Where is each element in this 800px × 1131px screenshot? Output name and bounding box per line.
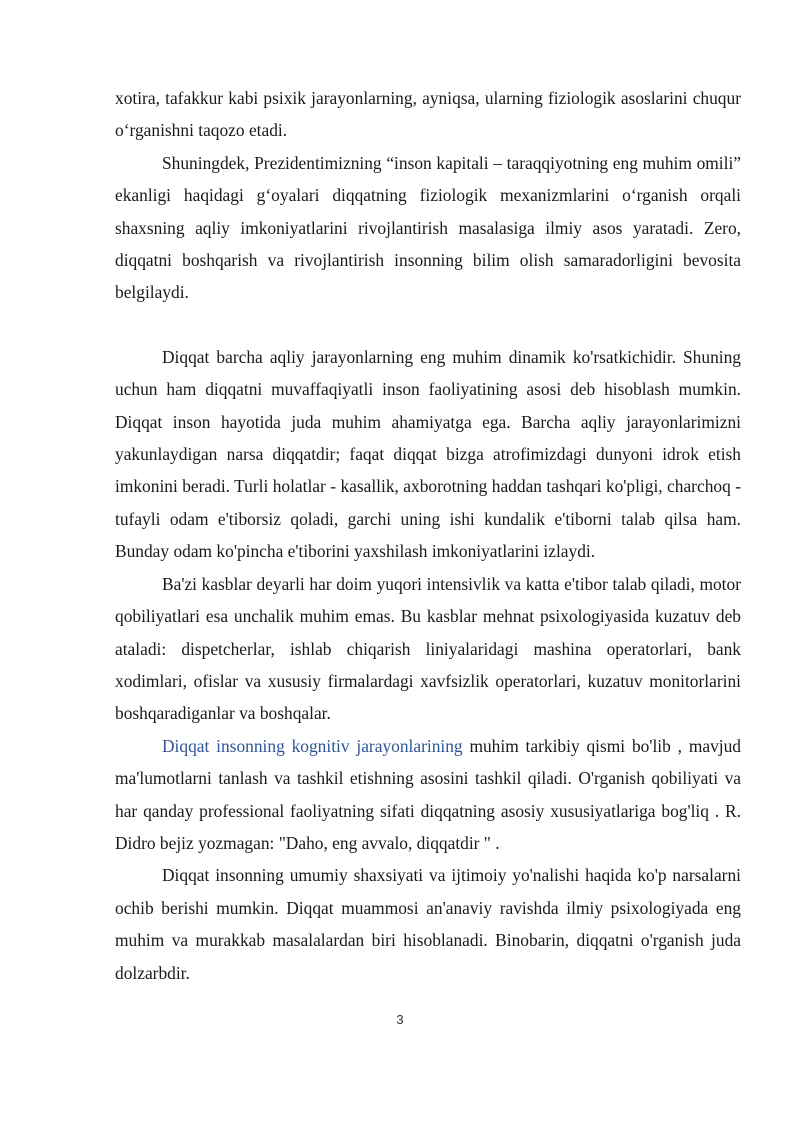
paragraph-personality: Diqqat insonning umumiy shaxsiyati va ijtimoiy yo'nalishi haqida ko'p narsalarni ochib berishi mumkin. Diqqat muammosi an'anaviy ravishda ilmiy psixologiyada eng muhim va murakkab masalalardan biri hisoblanadi. Binobarin, diqqatni o'rganish juda dolzarbdir. [115, 865, 741, 983]
paragraph-cognitive-processes [115, 730, 741, 860]
paragraph-professions: Ba'zi kasblar deyarli har doim yuqori intensivlik va katta e'tibor talab qiladi, motor qobiliyatlari esa unchalik muhim emas. Bu kasblar mehnat psixologiyasida kuzatuv deb ataladi: dispetcherlar, ishlab chiqarish liniyalaridagi mashina operatorlari, bank xodimlari, ofislar va xususiy firmalardagi xavfsizlik operatorlari, kuzatuv monitorlarini boshqaradiganlar va boshqalar. [115, 573, 741, 724]
document-body [115, 82, 741, 989]
cognitive-processes-link[interactable]: Diqqat insonning kognitiv jarayonlarining [162, 735, 463, 756]
paragraph-spacer [115, 309, 741, 341]
page-number: 3 [396, 1012, 404, 1027]
paragraph-intro-continuation: xotira, tafakkur kabi psixik jarayonlarning, ayniqsa, ularning fiziologik asoslarini chuqur o‘rganishni taqozo etadi. [115, 88, 741, 141]
cognitive-processes-text: muhim tarkibiy qismi bo'lib , mavjud ma'lumotlarni tanlash va tashkil etishning asosini tashkil qiladi. O'rganish qobiliyati va har qanday professional faoliyatning sifati diqqatning asosiy xususiyatlariga bog'liq . R. Didro bejiz yozmagan: "Daho, eng avvalo, diqqatdir " . [115, 735, 741, 853]
paragraph-human-capital: Shuningdek, Prezidentimizning “inson kapitali – taraqqiyotning eng muhim omili” ekanligi haqidagi g‘oyalari diqqatning fiziologik mexanizmlarini o‘rganish orqali shaxsning aqliy imkoniyatlarini rivojlantirish masalasiga ilmiy asos yaratadi. Zero, diqqatni boshqarish va rivojlantirish insonning bilim olish samaradorligini bevosita belgilaydi. [115, 152, 741, 303]
paragraph-attention-importance: Diqqat barcha aqliy jarayonlarning eng muhim dinamik ko'rsatkichidir. Shuning uchun ham diqqatni muvaffaqiyatli inson faoliyatining asosi deb hisoblash mumkin. Diqqat inson hayotida juda muhim ahamiyatga ega. Barcha aqliy jarayonlarimizni yakunlaydigan narsa diqqatdir; faqat diqqat bizga atrofimizdagi dunyoni idrok etish imkonini beradi. Turli holatlar - kasallik, axborotning haddan tashqari ko'pligi, charchoq - tufayli odam e'tiborsiz qoladi, garchi uning ishi kundalik e'tiborni talab qilsa ham. Bunday odam ko'pincha e'tiborini yaxshilash imkoniyatlarini izlaydi. [115, 346, 741, 562]
